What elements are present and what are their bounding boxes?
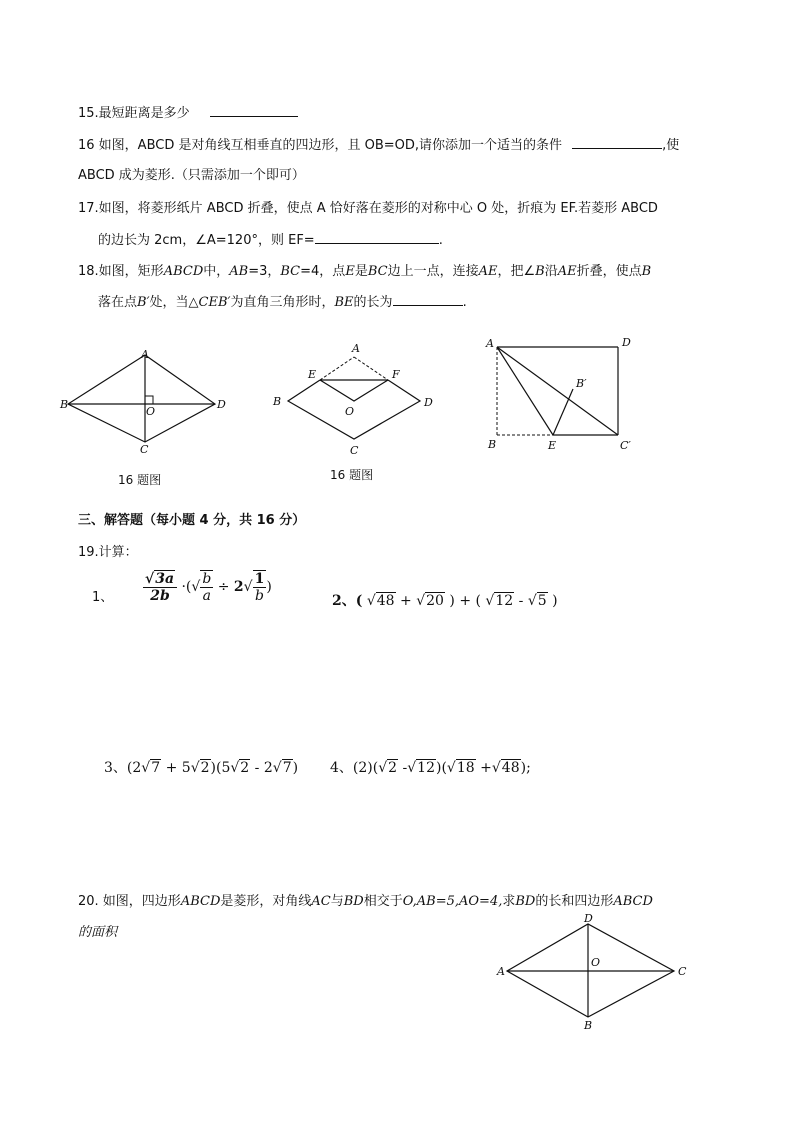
figure-16-caption-a: 16 题图	[118, 473, 162, 487]
label-d: D	[424, 396, 433, 409]
q20-t2: 是菱形，对角线	[220, 894, 312, 909]
p1-den: 2b	[150, 587, 170, 604]
label-d: D	[622, 336, 631, 349]
dashed-edge-ea	[320, 357, 354, 380]
q18-answer-blank[interactable]	[393, 292, 463, 306]
p2-end: )	[552, 593, 558, 609]
section-3-title: 三、解答题（每小题 4 分，共 16 分）	[78, 513, 306, 528]
p3-minus: - 2	[254, 760, 273, 776]
q18-t7: ，把∠	[497, 264, 536, 279]
label-d: D	[217, 398, 226, 411]
q20-v3: BD	[343, 894, 364, 909]
q18-v10: B′	[137, 295, 150, 310]
label-b: B	[60, 398, 69, 411]
q17-text-b: 的边长为 2cm，∠A=120°，则 EF=	[98, 233, 315, 248]
q15-answer-blank[interactable]	[210, 103, 298, 117]
q18-v6: AE	[478, 264, 498, 279]
p2-num: 2、(	[332, 593, 363, 609]
q18-t5: 是	[354, 264, 368, 279]
q17-line2	[98, 229, 443, 248]
q18-t3: =3，	[248, 264, 281, 279]
q18-t12: 为直角三角形时，	[230, 295, 335, 310]
q17-text-c: .	[438, 233, 443, 248]
q20-line1	[78, 890, 653, 909]
p4-r4: 48	[501, 760, 520, 776]
q18-v12: BE	[334, 295, 354, 310]
p3-end: )	[292, 760, 299, 776]
p1-one: 1	[254, 571, 265, 587]
q18-v1: ABCD	[163, 264, 204, 279]
q20-v1: ABCD	[180, 894, 221, 909]
p3-plus: + 5	[165, 760, 191, 776]
q16-line2	[78, 164, 305, 183]
label-c: C	[678, 965, 687, 978]
figure-16-rhombus	[60, 345, 230, 455]
frac-sqrt3a-over-2b: $\frac{√3a}{2b}$	[143, 571, 177, 604]
q18-t9: 折叠，使点	[576, 264, 642, 279]
figure-18-rectangle	[482, 333, 642, 458]
q20-t4: 相交于	[363, 894, 403, 909]
q19-p1-number: 1、	[92, 590, 114, 605]
frac-b-over-a	[200, 570, 213, 604]
p2-plus: +	[400, 593, 412, 609]
q18-t1: 18.如图，矩形	[78, 264, 164, 279]
p4-num: 4、(2)(	[330, 760, 379, 776]
q18-v11: CEB′	[198, 295, 231, 310]
p4-plus: +	[480, 760, 492, 776]
p1-two: 2	[233, 579, 244, 595]
q18-line1	[78, 260, 651, 279]
q20-line2: 的面积	[78, 925, 118, 940]
q15-line	[78, 102, 298, 121]
p1-bb: b	[254, 588, 264, 604]
p1-b: b	[202, 571, 212, 587]
q18-v5: BC	[367, 264, 388, 279]
q20-t3: 与	[330, 894, 344, 909]
p2-r1: 48	[376, 593, 395, 609]
q16-text-b: ,使	[662, 138, 680, 153]
p2-minus: -	[518, 593, 524, 609]
q19-p4-expression: 4、(2)(√2 -√12)(√18 +√48);	[330, 760, 531, 776]
q18-v8: AE	[557, 264, 577, 279]
q15-text: 15.最短距离是多少	[78, 106, 190, 121]
q17-answer-blank[interactable]	[315, 230, 439, 244]
figure-20-rhombus	[492, 908, 702, 1033]
q17-line1	[78, 197, 658, 216]
label-a: A	[352, 342, 360, 355]
q18-t6: 边上一点，连接	[387, 264, 479, 279]
q18-t10: 落在点	[98, 295, 138, 310]
q18-v7: B	[535, 264, 545, 279]
right-angle-mark	[145, 396, 153, 404]
q16-answer-blank[interactable]	[572, 135, 662, 149]
q19-p1-expression: $\frac{√3a}{2b}$ ·(√ $\frac{b}{a}$ ÷ 2√ $\frac{1}{b}$ )	[145, 570, 272, 604]
q19-p3-expression: 3、(2√7 + 5√2)(5√2 - 2√7)	[104, 760, 299, 776]
label-b: B	[488, 438, 497, 451]
frac-1-over-b	[253, 570, 267, 604]
label-b: B	[273, 395, 282, 408]
q18-v3: BC	[280, 264, 301, 279]
p4-r3: 18	[456, 760, 475, 776]
p4-mid: )(	[435, 760, 447, 776]
p4-end: );	[520, 760, 531, 776]
label-a: A	[497, 965, 505, 978]
label-o: O	[146, 405, 156, 418]
p3-r4: 7	[282, 760, 292, 776]
p3-c1: 2	[132, 760, 142, 776]
q18-t2: 中，	[203, 264, 230, 279]
p1-num: 3a	[155, 570, 175, 587]
diagonal-ac	[497, 347, 618, 435]
q18-t8: 沿	[544, 264, 558, 279]
label-f: F	[392, 368, 400, 381]
p4-minus: -	[402, 760, 408, 776]
q20-v5: BD	[515, 894, 536, 909]
q20-v6: ABCD	[613, 894, 653, 909]
p4-r1: 2	[388, 760, 398, 776]
folded-flap	[320, 380, 388, 401]
q20-t6: 的长和四边形	[535, 894, 614, 909]
p3-r3: 2	[240, 760, 250, 776]
figure-16-folded-rhombus	[268, 338, 448, 463]
figure-16-caption-b: 16 题图	[330, 468, 374, 482]
q18-v4: E	[345, 264, 355, 279]
label-e: E	[548, 439, 557, 452]
p4-r2: 12	[417, 760, 435, 776]
q19-p2-expression: 2、( √48 + √20 ) + ( √12 - √5 )	[332, 593, 558, 609]
p3-num: 3、(	[104, 760, 133, 776]
q20-t5: 求	[502, 894, 516, 909]
q19-label: 19.计算：	[78, 545, 138, 560]
label-c: C	[140, 443, 149, 456]
p2-r3: 12	[495, 593, 514, 609]
q18-v9: B	[641, 264, 652, 279]
q18-t4: =4，点	[300, 264, 346, 279]
q18-v2: AB	[229, 264, 249, 279]
p2-r2: 20	[426, 593, 444, 609]
rhombus-outline	[68, 355, 215, 442]
q20-t1: 20. 如图，四边形	[78, 894, 181, 909]
q18-line2	[98, 291, 467, 310]
q18-t13: 的长为	[353, 295, 393, 310]
label-c-prime: C′	[620, 439, 631, 452]
q18-t11: 处，当△	[149, 295, 199, 310]
p2-mid: ) + (	[449, 593, 481, 609]
label-e: E	[308, 368, 317, 381]
label-a: A	[486, 337, 494, 350]
q20-v2: AC	[311, 894, 331, 909]
p1-a: a	[202, 588, 211, 604]
fold-line-ae	[497, 347, 553, 435]
q16-text-a: 16 如图，ABCD 是对角线互相垂直的四边形，且 OB=OD,请你添加一个适当的条件	[78, 138, 563, 153]
label-b-prime: B′	[576, 377, 587, 390]
dashed-edge-af	[354, 357, 388, 380]
p3-r1: 7	[151, 760, 161, 776]
segment-eb-prime	[553, 389, 573, 435]
label-b: B	[584, 1019, 593, 1032]
q18-t14: .	[462, 295, 467, 310]
label-c: C	[350, 444, 359, 457]
label-o: O	[591, 956, 601, 969]
label-d: D	[584, 912, 593, 925]
q16-line1	[78, 134, 679, 153]
p2-r4: 5	[537, 593, 547, 609]
q16-text-c: ABCD 成为菱形.（只需添加一个即可）	[78, 168, 305, 183]
p3-mid: )(5	[210, 760, 231, 776]
p3-r2: 2	[200, 760, 210, 776]
q17-text-a: 17.如图，将菱形纸片 ABCD 折叠，使点 A 恰好落在菱形的对称中心 O 处，折痕为 EF.若菱形 ABCD	[78, 201, 658, 216]
q20-v4: O,AB=5,AO=4,	[402, 894, 503, 909]
label-a: A	[141, 348, 149, 361]
label-o: O	[345, 405, 355, 418]
